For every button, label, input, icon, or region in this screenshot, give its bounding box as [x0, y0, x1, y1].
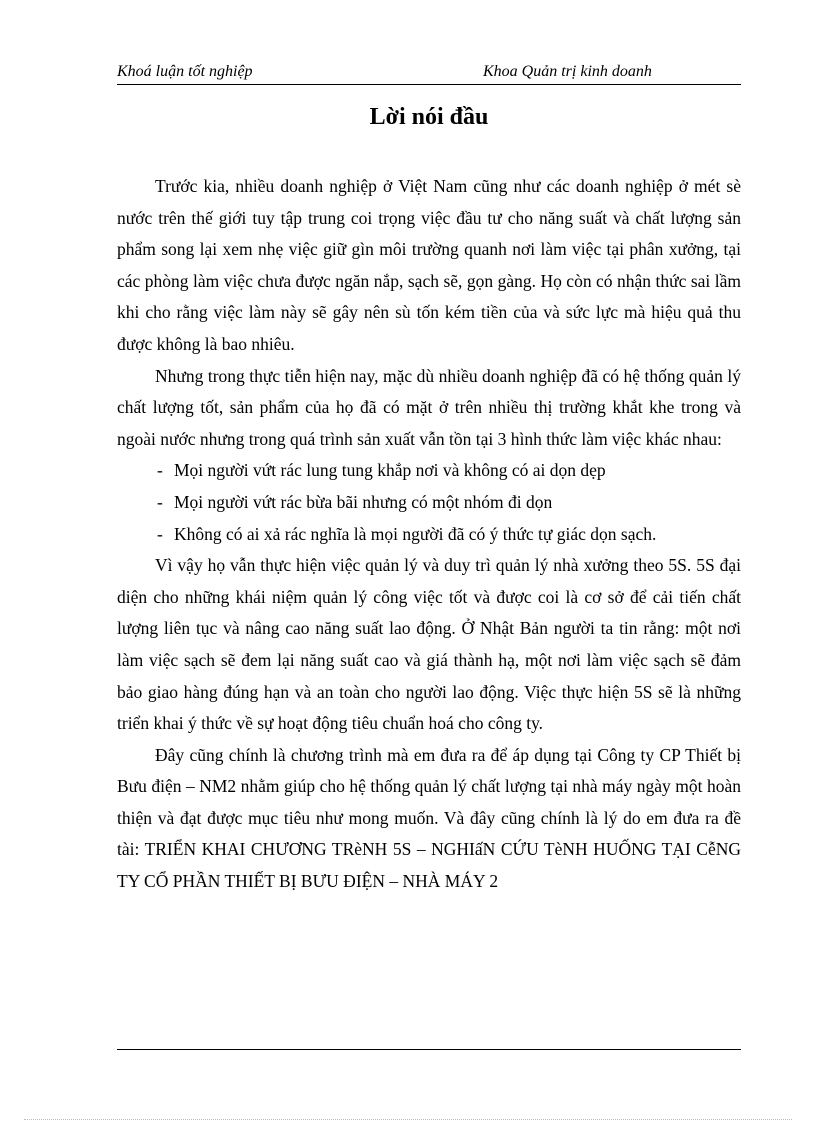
paragraph-1: Trước kia, nhiều doanh nghiệp ở Việt Nam cũng như các doanh nghiệp ở mét sè nước trên thế giới tuy tập trung coi trọng việc đầu tư cho năng suất và chất lượng sản phẩm song lại xem nhẹ việc giữ gìn môi trường quanh nơi làm việc tại phân xưởng, tại các phòng làm việc chưa được ngăn nắp, sạch sẽ, gọn gàng. Họ còn có nhận thức sai lầm khi cho rằng việc làm này sẽ gây nên sù tốn kém tiền của và sức lực mà hiệu quả thu được không là bao nhiêu. — [117, 176, 741, 354]
header-right-text: Khoa Quản trị kinh doanh — [483, 63, 652, 80]
list-item — [117, 487, 741, 519]
list-dash: - — [157, 460, 163, 481]
list-item-text: Không có ai xả rác nghĩa là mọi người đã có ý thức tự giác dọn sạch. — [174, 523, 657, 544]
page-bottom-border — [24, 1119, 792, 1120]
paragraph-2: Nhưng trong thực tiễn hiện nay, mặc dù nhiều doanh nghiệp đã có hệ thống quản lý chất lượng tốt, sản phẩm của họ đã có mặt ở trên nhiều thị trường khắt khe trong và ngoài nước nhưng trong quá trình sản xuất vẫn tồn tại 3 hình thức làm việc khác nhau: — [117, 365, 741, 449]
header-left-text: Khoá luận tốt nghiệp — [117, 63, 253, 80]
list-item-text: Mọi người vứt rác lung tung khắp nơi và không có ai dọn dẹp — [174, 460, 606, 481]
footer-divider — [117, 1049, 741, 1050]
body-text — [117, 171, 741, 898]
list-item — [117, 519, 741, 551]
list-dash: - — [157, 523, 163, 544]
bullet-list — [117, 455, 741, 550]
list-item-text: Mọi người vứt rác bừa bãi nhưng có một nhóm đi dọn — [174, 491, 553, 512]
page-header — [117, 60, 741, 85]
page-title: Lời nói đầu — [369, 104, 489, 130]
list-dash: - — [157, 491, 163, 512]
paragraph-3: Vì vậy họ vẫn thực hiện việc quản lý và duy trì quản lý nhà xưởng theo 5S. 5S đại diện cho những khái niệm quản lý công việc tốt và được coi là cơ sở để cải tiến chất lượng liên tục và nâng cao năng suất lao động. Ở Nhật Bản người ta tin rằng: một nơi làm việc sạch sẽ đem lại năng suất cao và giá thành hạ, một nơi làm việc sạch sẽ đảm bảo giao hàng đúng hạn và an toàn cho người lao động. Việc thực hiện 5S sẽ là những triển khai ý thức về sự hoạt động tiêu chuẩn hoá cho công ty. — [117, 555, 741, 734]
paragraph-4: Đây cũng chính là chương trình mà em đưa ra để áp dụng tại Công ty CP Thiết bị Bưu điện – NM2 nhằm giúp cho hệ thống quản lý chất lượng tại nhà máy ngày một hoàn thiện và đạt được mục tiêu như mong muốn. Và đây cũng chính là lý do em đưa ra đề tài: TRIỂN KHAI CHƯƠNG TRèNH 5S – NGHIấN CỨU TèNH HUỐNG TẠI CễNG TY CỔ PHẦN THIẾT BỊ BƯU ĐIỆN – NHÀ MÁY 2 — [117, 744, 741, 892]
list-item — [117, 455, 741, 487]
